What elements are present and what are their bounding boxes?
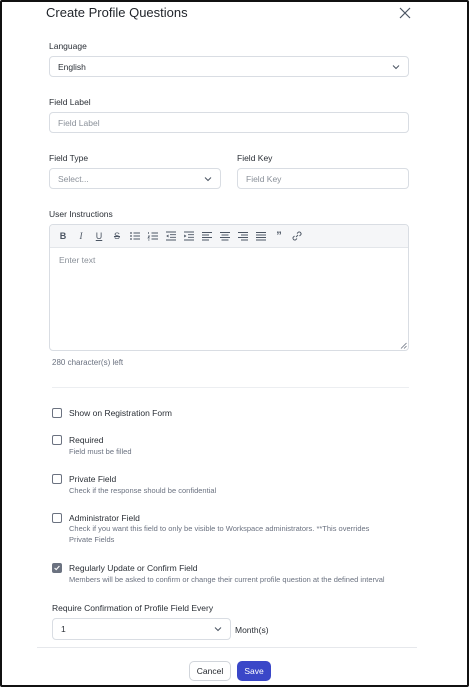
confirmation-interval-unit: Month(s) bbox=[235, 625, 269, 635]
field-key-label: Field Key bbox=[237, 153, 273, 163]
regularly-update-description: Members will be asked to confirm or change their current profile question at the defined interval bbox=[69, 575, 385, 584]
cancel-button[interactable]: Cancel bbox=[189, 661, 231, 681]
confirmation-interval-value: 1 bbox=[61, 624, 66, 634]
numbered-list-icon[interactable] bbox=[147, 230, 159, 242]
align-right-icon[interactable] bbox=[237, 230, 249, 242]
administrator-field-description: Check if you want this field to only be visible to Workspace administrators. **This overrides bbox=[69, 524, 370, 533]
regularly-update-checkbox[interactable] bbox=[52, 563, 62, 573]
administrator-field-label: Administrator Field bbox=[69, 513, 140, 523]
outdent-icon[interactable] bbox=[165, 230, 177, 242]
justify-icon[interactable] bbox=[255, 230, 267, 242]
strikethrough-icon[interactable]: S bbox=[113, 231, 120, 241]
field-label-label: Field Label bbox=[49, 97, 91, 107]
bullet-list-icon[interactable] bbox=[129, 230, 141, 242]
private-field-description: Check if the response should be confidential bbox=[69, 486, 217, 495]
language-label: Language bbox=[49, 41, 87, 51]
bold-icon[interactable]: B bbox=[59, 231, 67, 241]
align-left-icon[interactable] bbox=[201, 230, 213, 242]
user-instructions-label: User Instructions bbox=[49, 209, 113, 219]
chevron-down-icon bbox=[392, 63, 400, 71]
editor-toolbar bbox=[50, 225, 408, 248]
field-type-value: Select... bbox=[58, 173, 89, 184]
link-icon[interactable] bbox=[291, 230, 303, 242]
field-type-label: Field Type bbox=[49, 153, 89, 163]
field-key-input[interactable] bbox=[237, 168, 409, 189]
section-divider bbox=[52, 387, 409, 388]
language-select[interactable] bbox=[49, 56, 409, 77]
confirmation-interval-label: Require Confirmation of Profile Field Every bbox=[52, 603, 214, 613]
regularly-update-label: Regularly Update or Confirm Field bbox=[69, 563, 198, 573]
confirmation-interval-select[interactable] bbox=[52, 618, 231, 640]
blockquote-icon[interactable]: ” bbox=[276, 230, 282, 242]
character-count: 280 character(s) left bbox=[52, 358, 124, 367]
show-on-registration-label: Show on Registration Form bbox=[69, 408, 172, 418]
chevron-down-icon bbox=[214, 625, 222, 633]
field-type-select[interactable] bbox=[49, 168, 221, 189]
private-field-label: Private Field bbox=[69, 474, 117, 484]
required-label: Required bbox=[69, 435, 104, 445]
field-label-input[interactable] bbox=[49, 112, 409, 133]
indent-icon[interactable] bbox=[183, 230, 195, 242]
show-on-registration-checkbox[interactable] bbox=[52, 408, 62, 418]
field-label-placeholder: Field Label bbox=[58, 117, 100, 128]
dialog-title: Create Profile Questions bbox=[46, 5, 188, 20]
resize-handle-icon[interactable] bbox=[400, 342, 407, 349]
required-checkbox[interactable] bbox=[52, 435, 62, 445]
administrator-field-checkbox[interactable] bbox=[52, 513, 62, 523]
administrator-field-description-line2: Private Fields bbox=[69, 535, 115, 544]
save-button[interactable]: Save bbox=[237, 661, 271, 681]
chevron-down-icon bbox=[204, 175, 212, 183]
required-description: Field must be filled bbox=[69, 447, 132, 456]
field-key-placeholder: Field Key bbox=[246, 173, 282, 184]
language-value: English bbox=[58, 61, 86, 72]
private-field-checkbox[interactable] bbox=[52, 474, 62, 484]
italic-icon[interactable]: I bbox=[79, 231, 83, 241]
footer-divider bbox=[37, 647, 417, 648]
rich-text-editor bbox=[49, 224, 409, 351]
checkmark-icon bbox=[53, 564, 61, 572]
close-icon[interactable] bbox=[398, 6, 412, 20]
underline-icon[interactable]: U bbox=[95, 231, 103, 241]
editor-placeholder[interactable]: Enter text bbox=[59, 255, 96, 265]
align-center-icon[interactable] bbox=[219, 230, 231, 242]
